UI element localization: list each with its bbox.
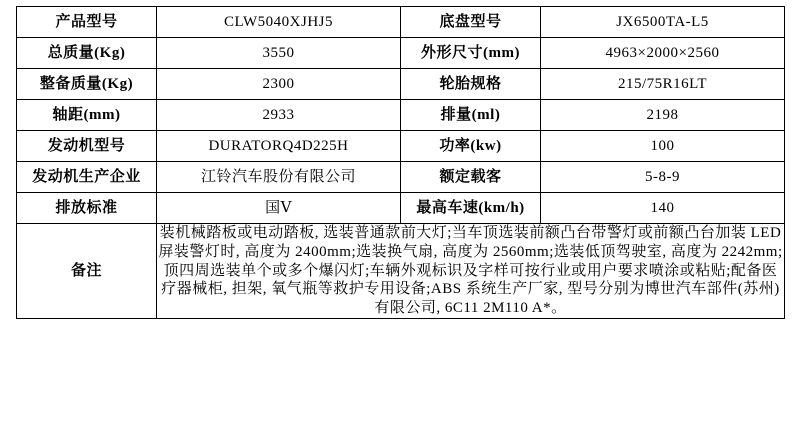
row-label-emission-standard: 排放标准 [17, 193, 157, 224]
table-row-note [17, 224, 785, 319]
row-value-max-speed: 140 [541, 193, 785, 224]
row-value-curb-mass: 2300 [157, 69, 401, 100]
vehicle-spec-table [16, 6, 785, 319]
row-label-power: 功率(kw) [401, 131, 541, 162]
row-value-displacement: 2198 [541, 100, 785, 131]
row-label-engine-model: 发动机型号 [17, 131, 157, 162]
row-value-dimensions: 4963×2000×2560 [541, 38, 785, 69]
table-row [17, 38, 785, 69]
row-label-max-speed: 最高车速(km/h) [401, 193, 541, 224]
row-label-rated-passengers: 额定载客 [401, 162, 541, 193]
row-label-gross-mass: 总质量(Kg) [17, 38, 157, 69]
table-row [17, 100, 785, 131]
row-value-gross-mass: 3550 [157, 38, 401, 69]
row-label-tire-spec: 轮胎规格 [401, 69, 541, 100]
row-value-product-model: CLW5040XJHJ5 [157, 7, 401, 38]
row-value-wheelbase: 2933 [157, 100, 401, 131]
row-label-note: 备注 [17, 224, 157, 319]
table-row [17, 131, 785, 162]
row-label-curb-mass: 整备质量(Kg) [17, 69, 157, 100]
row-label-dimensions: 外形尺寸(mm) [401, 38, 541, 69]
row-value-engine-model: DURATORQ4D225H [157, 131, 401, 162]
row-value-chassis-model: JX6500TA-L5 [541, 7, 785, 38]
table-row [17, 7, 785, 38]
row-label-product-model: 产品型号 [17, 7, 157, 38]
row-value-rated-passengers: 5-8-9 [541, 162, 785, 193]
row-value-note: 装机械踏板或电动踏板, 选装普通款前大灯;当车顶选装前额凸台带警灯或前额凸台加装 LED 屏装警灯时, 高度为 2400mm;选装换气扇, 高度为 2560mm;选装低顶驾驶室, 高度为 2242mm;顶四周选装单个或多个爆闪灯;车辆外观标识及字样可按行业或用户要求喷涂或粘贴;配备医疗器械柜, 担架, 氧气瓶等救护专用设备;ABS 系统生产厂家, 型号分别为博世汽车部件(苏州)有限公司, 6C11 2M110 A*。 [157, 224, 785, 319]
table-row [17, 69, 785, 100]
row-value-emission-standard: 国Ⅴ [157, 193, 401, 224]
row-label-displacement: 排量(ml) [401, 100, 541, 131]
row-value-power: 100 [541, 131, 785, 162]
row-value-engine-manufacturer: 江铃汽车股份有限公司 [157, 162, 401, 193]
table-row [17, 193, 785, 224]
row-label-engine-manufacturer: 发动机生产企业 [17, 162, 157, 193]
row-label-wheelbase: 轴距(mm) [17, 100, 157, 131]
row-value-tire-spec: 215/75R16LT [541, 69, 785, 100]
row-label-chassis-model: 底盘型号 [401, 7, 541, 38]
table-row [17, 162, 785, 193]
